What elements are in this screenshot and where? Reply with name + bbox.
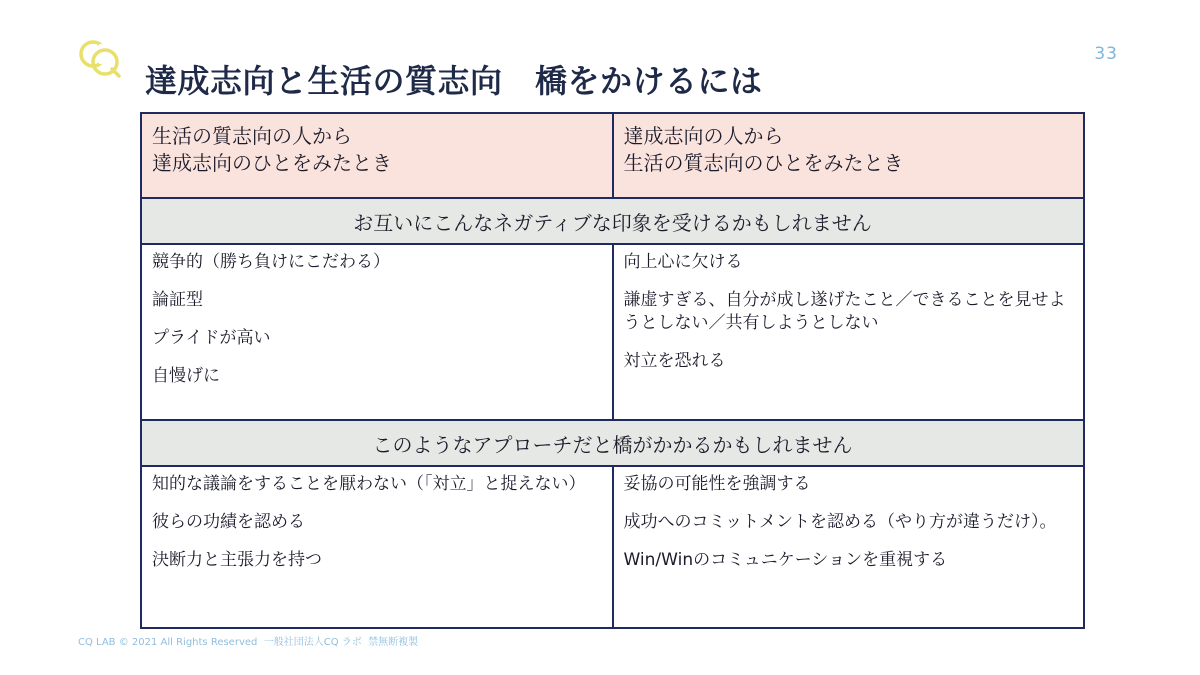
list-item: 自慢げに <box>152 366 220 386</box>
header-left-line: 生活の質志向の人から <box>152 124 352 148</box>
list-item: 向上心に欠ける <box>623 252 743 272</box>
list-item: 彼らの功績を認める <box>152 512 305 532</box>
copyright-footer: CQ LAB © 2021 All Rights Reserved 一般社団法人CQ ラボ 禁無断複製 <box>78 637 419 648</box>
header-right <box>613 113 1085 198</box>
list-item: 謙虚すぎる、自分が成し遂げたこと／できることを見せようとしない／共有しようとしない <box>623 290 1066 333</box>
header-row <box>141 113 1084 198</box>
impressions-row <box>141 244 1084 420</box>
approaches-right <box>613 466 1085 628</box>
cq-logo <box>76 36 124 80</box>
band-row-2 <box>141 420 1084 466</box>
list-item: プライドが高い <box>152 328 271 348</box>
approaches-row <box>141 466 1084 628</box>
list-item: 知的な議論をすることを厭わない（「対立」と捉えない） <box>152 474 586 494</box>
list-item: 競争的（勝ち負けにこだわる） <box>152 252 390 272</box>
band-row-1 <box>141 198 1084 244</box>
band-negative-impressions: お互いにこんなネガティブな印象を受けるかもしれません <box>141 198 1084 244</box>
list-item: 対立を恐れる <box>623 351 726 371</box>
impressions-left <box>141 244 613 420</box>
header-right-line: 生活の質志向のひとをみたとき <box>623 151 904 175</box>
list-item: 決断力と主張力を持つ <box>152 550 322 570</box>
page-number: 33 <box>1094 44 1118 64</box>
list-item: 論証型 <box>152 290 203 310</box>
approaches-left <box>141 466 613 628</box>
header-left-line: 達成志向のひとをみたとき <box>152 151 392 175</box>
band-bridge-approaches: このようなアプローチだと橋がかかるかもしれません <box>141 420 1084 466</box>
list-item: 妥協の可能性を強調する <box>623 474 811 494</box>
comparison-table <box>140 112 1085 629</box>
impressions-right <box>613 244 1085 420</box>
header-right-line: 達成志向の人から <box>623 124 784 148</box>
slide-title: 達成志向と生活の質志向 橋をかけるには <box>145 62 763 100</box>
list-item: Win/Winのコミュニケーションを重視する <box>623 550 948 570</box>
list-item: 成功へのコミットメントを認める（やり方が違うだけ）。 <box>623 512 1057 532</box>
header-left <box>141 113 613 198</box>
